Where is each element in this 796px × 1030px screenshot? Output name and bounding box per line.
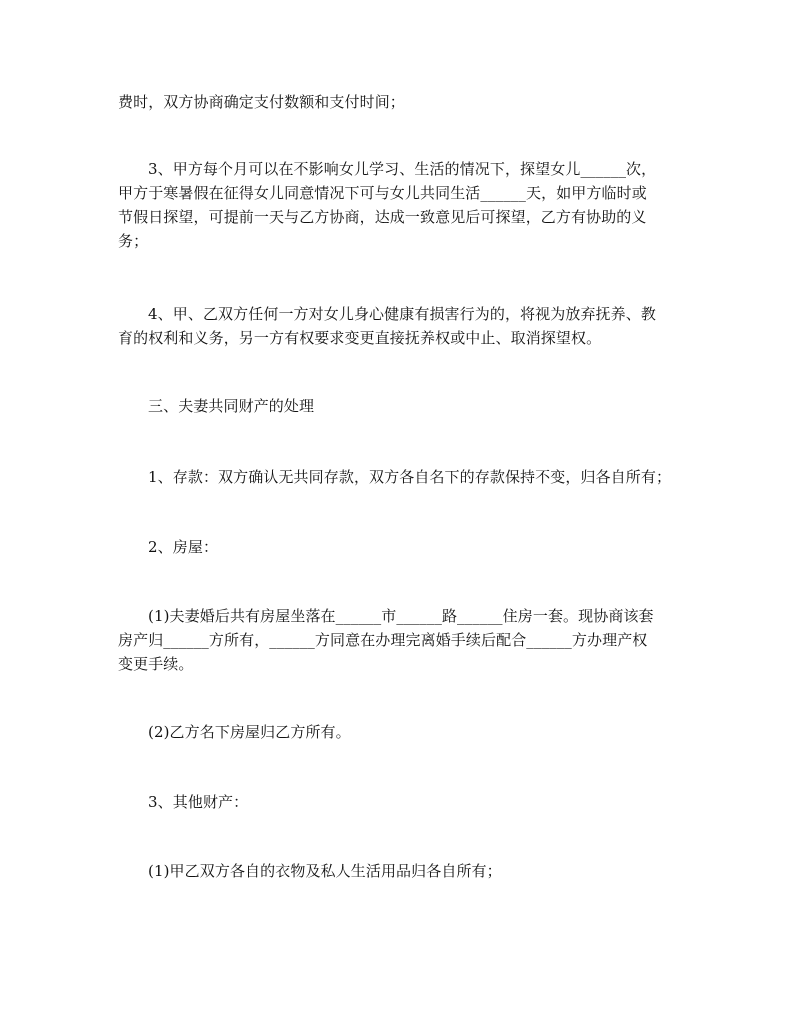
- text-line-content: (1)夫妻婚后共有房屋坐落在______市______路______住房一套。现协商该套: [148, 607, 654, 625]
- text-line: [118, 302, 683, 326]
- text-line-content: 4、甲、乙双方任何一方对女儿身心健康有损害行为的，将视为放弃抚养、教: [148, 305, 656, 323]
- paragraph-party-b-house: [118, 720, 683, 744]
- text-line: [118, 465, 683, 489]
- text-line: [118, 790, 683, 814]
- text-line: 育的权利和义务，另一方有权要求变更直接抚养权或中止、取消探望权。: [118, 329, 602, 347]
- text-line: 节假日探望，可提前一天与乙方协商，达成一致意见后可探望，乙方有协助的义: [118, 208, 647, 226]
- paragraph-other-property: [118, 790, 683, 814]
- paragraph-deposits: [118, 465, 683, 489]
- text-line: [118, 604, 683, 628]
- paragraph-housing-heading: [118, 535, 683, 559]
- paragraph-harm-clause: [118, 302, 683, 350]
- text-line-content: 3、其他财产：: [148, 793, 249, 811]
- text-line: 房产归______方所有，______方同意在办理完离婚手续后配合______方办理产权: [118, 631, 648, 649]
- text-line-content: 2、房屋：: [148, 538, 219, 556]
- text-line: [118, 535, 683, 559]
- paragraph-personal-items: [118, 859, 683, 883]
- text-line-content: (2)乙方名下房屋归乙方所有。: [148, 723, 351, 741]
- paragraph-payment-terms: [118, 90, 683, 114]
- text-line: 变更手续。: [118, 655, 194, 673]
- section-heading-property: [118, 394, 683, 418]
- text-line: 甲方于寒暑假在征得女儿同意情况下可与女儿共同生活______天，如甲方临时或: [118, 184, 647, 202]
- text-line-content: (1)甲乙双方各自的衣物及私人生活用品归各自所有；: [148, 862, 502, 880]
- text-line: [118, 720, 683, 744]
- text-line: 务；: [118, 232, 149, 250]
- paragraph-shared-house: [118, 604, 683, 676]
- text-line: [118, 394, 683, 418]
- text-line: [118, 157, 683, 181]
- text-line: [118, 859, 683, 883]
- heading-text: 三、夫妻共同财产的处理: [148, 397, 315, 415]
- text-line-content: 1、存款：双方确认无共同存款，双方各自名下的存款保持不变，归各自所有；: [148, 468, 672, 486]
- text-line-content: 3、甲方每个月可以在不影响女儿学习、生活的情况下，探望女儿______次，: [148, 160, 657, 178]
- paragraph-visitation: [118, 157, 683, 253]
- text-line: 费时，双方协商确定支付数额和支付时间；: [118, 93, 405, 111]
